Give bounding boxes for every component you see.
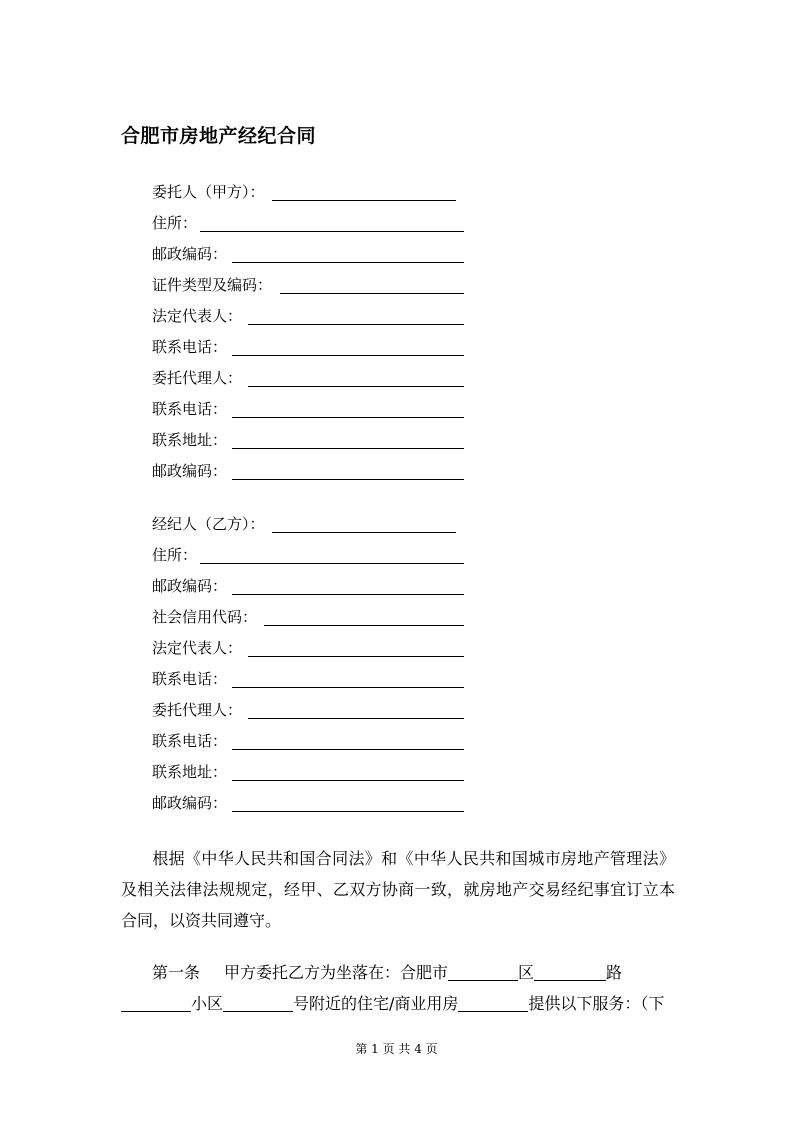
party-b-field: [152, 605, 257, 629]
party-a-field: [152, 459, 227, 483]
party-a-field: [152, 242, 227, 266]
field-label: 委托代理人：: [152, 369, 243, 387]
field-label: 委托人（甲方）：: [152, 183, 265, 201]
party-b-field: [152, 667, 227, 691]
field-label: 联系电话：: [152, 338, 228, 356]
field-label: 联系地址：: [152, 763, 228, 781]
party-b-field: [152, 698, 242, 722]
blank-line: [232, 811, 464, 812]
blank-line: [232, 780, 464, 781]
field-label: 邮政编码：: [152, 794, 228, 812]
blank-line: [248, 324, 464, 325]
blank-line: [232, 749, 464, 750]
blank-line: [121, 991, 191, 1012]
blank-line: [232, 417, 464, 418]
party-b-field: [152, 636, 242, 660]
field-label: 经纪人（乙方）：: [152, 515, 265, 533]
blank-line: [272, 200, 456, 201]
field-label: 委托代理人：: [152, 701, 243, 719]
preamble-paragraph: [121, 843, 675, 936]
page-footer: 第 1 页 共 4 页: [355, 1042, 438, 1056]
field-label: 联系电话：: [152, 400, 228, 418]
blank-line: [248, 386, 464, 387]
field-label: 社会信用代码：: [152, 608, 258, 626]
party-b-field: [152, 543, 197, 567]
party-b-field: [152, 574, 227, 598]
party-a-field: [152, 304, 242, 328]
party-b-field: [152, 512, 265, 536]
blank-line: [534, 960, 606, 981]
field-label: 联系地址：: [152, 431, 228, 449]
field-label: 邮政编码：: [152, 245, 228, 263]
article-1-line-2: [121, 988, 681, 1019]
blank-line: [223, 991, 293, 1012]
party-b-field: [152, 791, 227, 815]
road-label: 路: [606, 963, 623, 982]
blank-line: [458, 991, 528, 1012]
field-label: 法定代表人：: [152, 639, 243, 657]
blank-line: [232, 479, 464, 480]
party-a-field: [152, 397, 227, 421]
party-b-field: [152, 729, 227, 753]
district-label: 区: [518, 963, 535, 982]
field-label: 联系电话：: [152, 732, 228, 750]
field-label: 邮政编码：: [152, 462, 228, 480]
blank-line: [232, 262, 464, 263]
blank-line: [232, 355, 464, 356]
blank-line: [280, 293, 464, 294]
blank-line: [248, 656, 464, 657]
article-text: 甲方委托乙方为坐落在：合肥市: [224, 963, 449, 982]
blank-line: [232, 594, 464, 595]
blank-line: [272, 532, 456, 533]
party-a-field: [152, 366, 242, 390]
field-label: 住所：: [152, 214, 198, 232]
service-label: 提供以下服务：（下: [528, 994, 665, 1013]
blank-line: [232, 687, 464, 688]
xiaoqu-label: 小区: [191, 994, 224, 1013]
field-label: 法定代表人：: [152, 307, 243, 325]
blank-line: [200, 563, 464, 564]
party-b-field: [152, 760, 227, 784]
blank-line: [232, 448, 464, 449]
blank-line: [448, 960, 518, 981]
property-label: 号附近的住宅/商业用房: [293, 994, 459, 1013]
field-label: 证件类型及编码：: [152, 276, 273, 294]
field-label: 联系电话：: [152, 670, 228, 688]
party-a-field: [152, 180, 265, 204]
field-label: 邮政编码：: [152, 577, 228, 595]
article-heading: 第一条: [152, 963, 201, 982]
article-1-line-1: [121, 957, 675, 988]
party-a-field: [152, 335, 227, 359]
document-title: 合肥市房地产经纪合同: [121, 125, 317, 147]
blank-line: [200, 231, 464, 232]
field-label: 住所：: [152, 546, 198, 564]
party-a-field: [152, 273, 272, 297]
blank-line: [264, 625, 464, 626]
blank-line: [248, 718, 464, 719]
preamble-text: 根据《中华人民共和国合同法》和《中华人民共和国城市房地产管理法》及相关法律法规规定，经甲、乙双方协商一致，就房地产交易经纪事宜订立本合同，以资共同遵守。: [121, 849, 675, 930]
party-a-field: [152, 211, 197, 235]
party-a-field: [152, 428, 227, 452]
